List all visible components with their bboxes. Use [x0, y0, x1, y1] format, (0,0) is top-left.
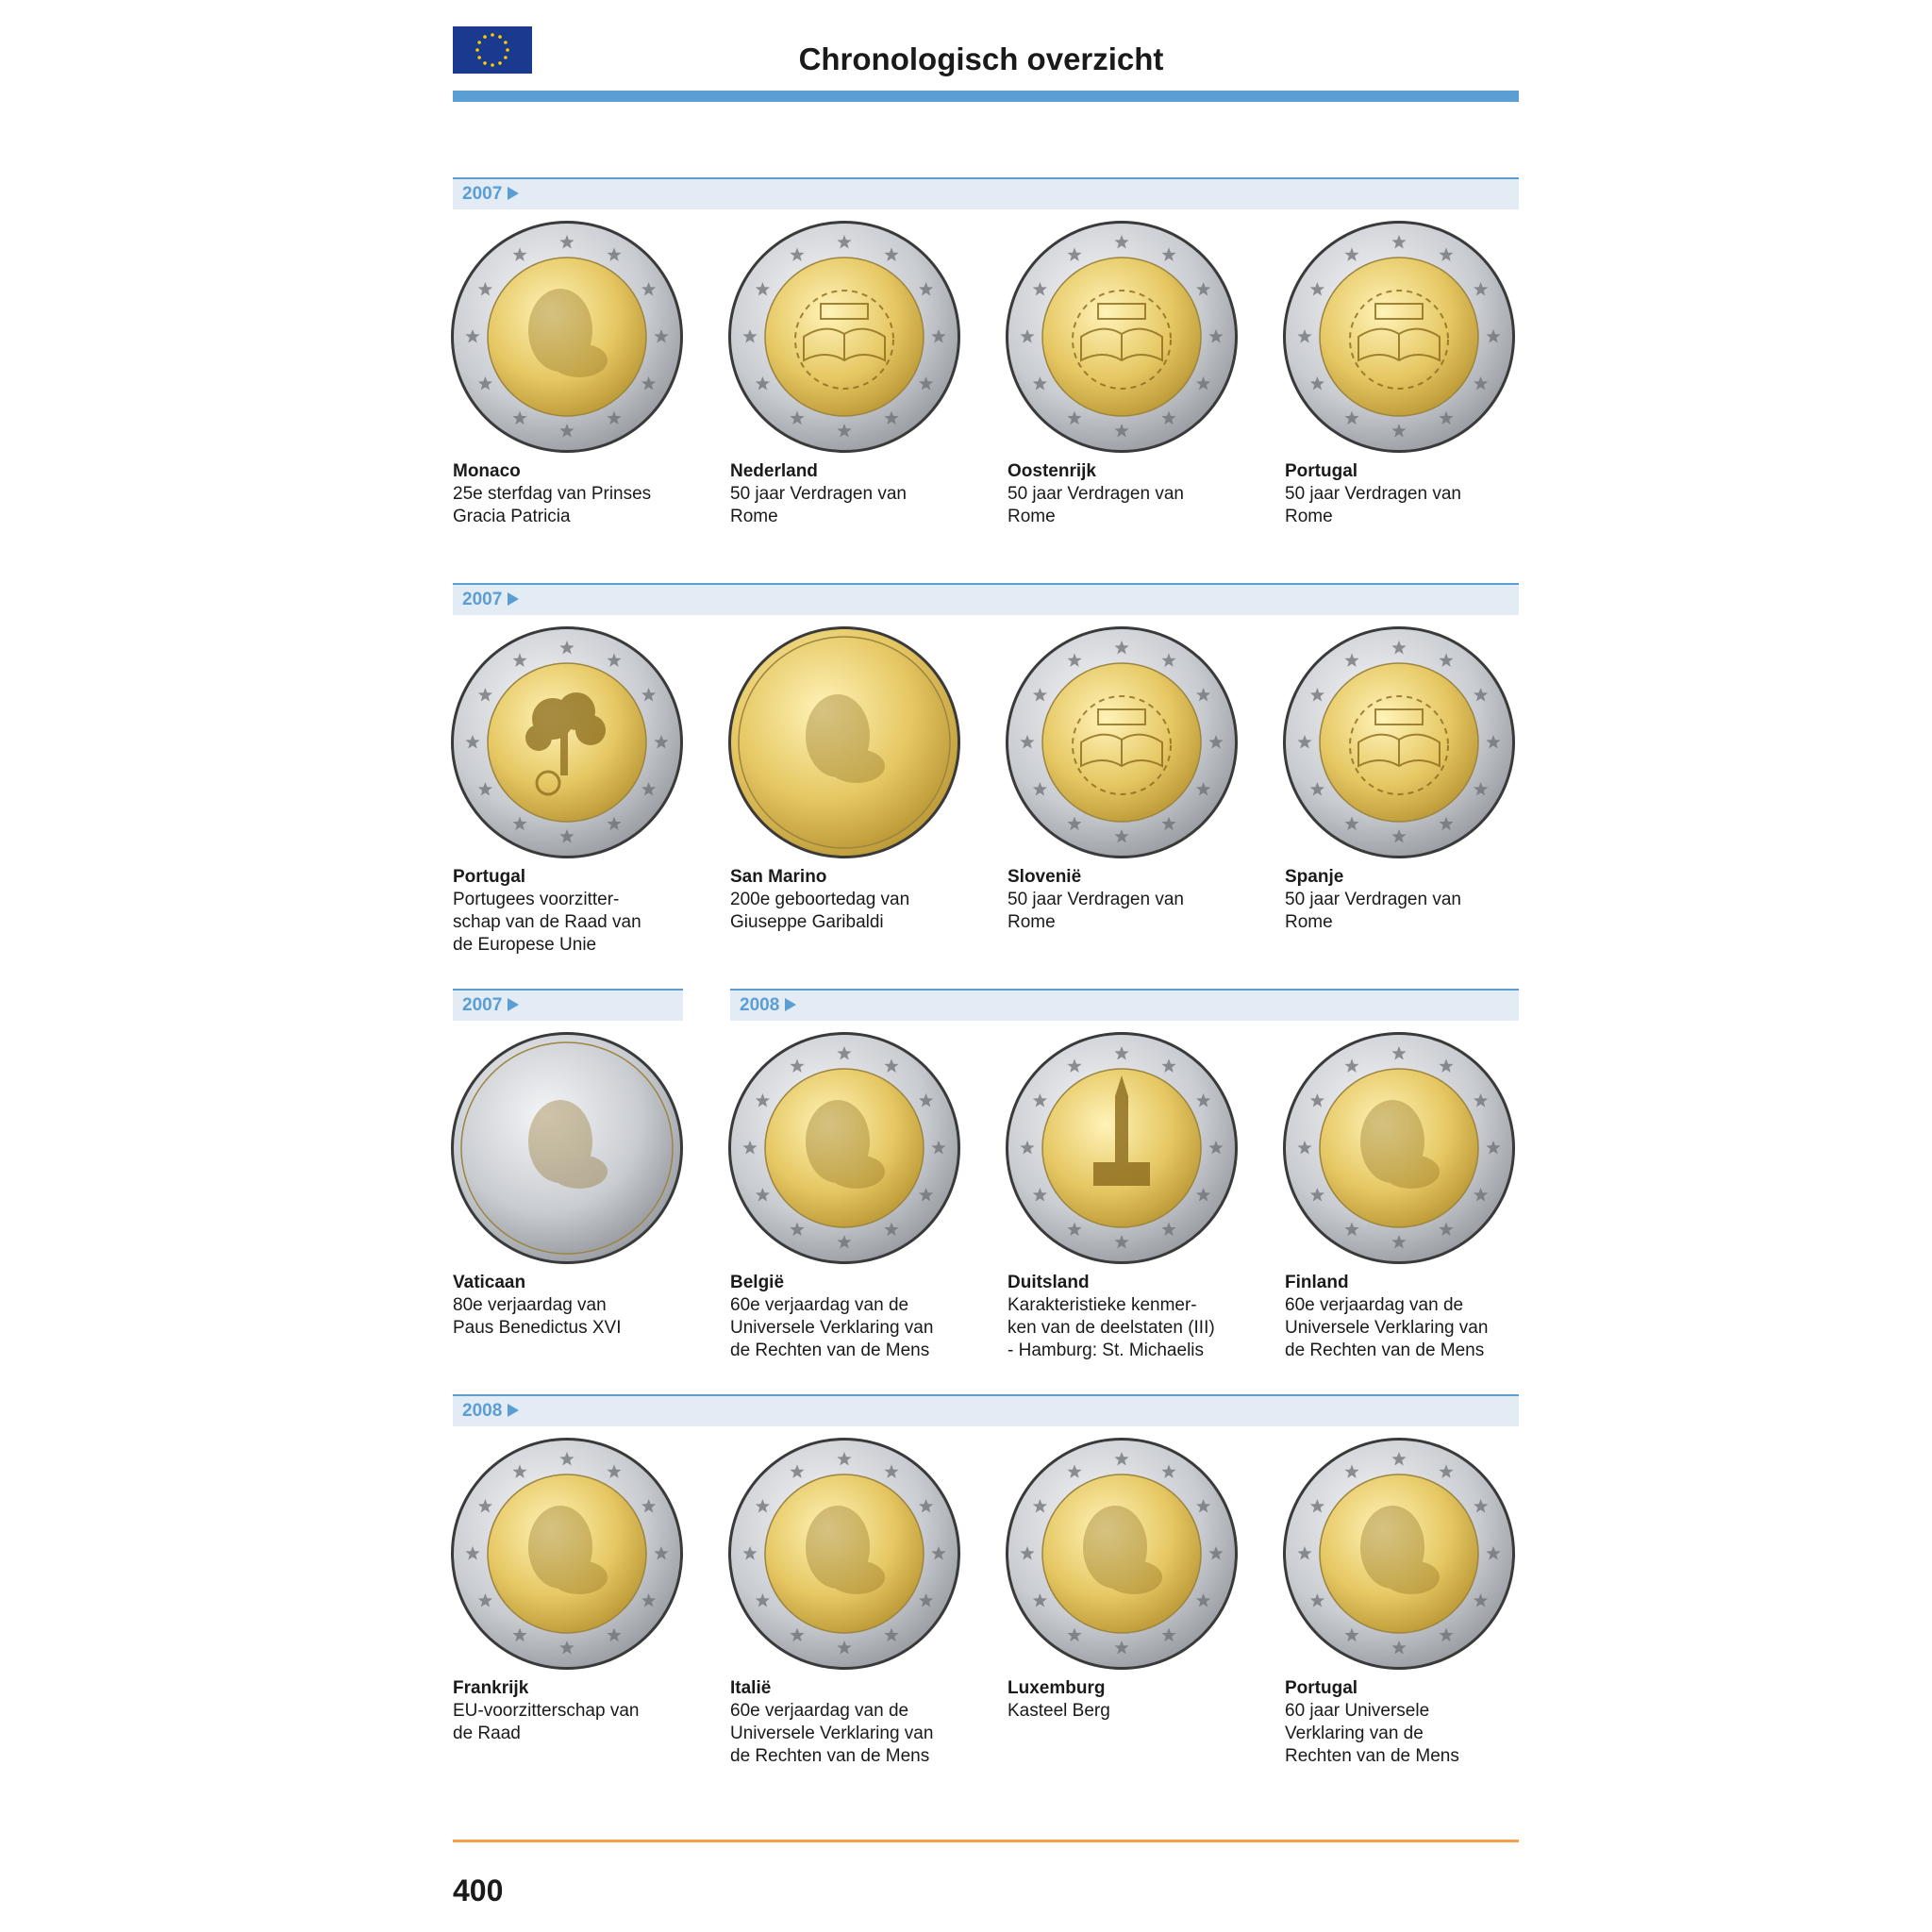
coin-caption [730, 1272, 966, 1362]
year-label: 2007 [462, 995, 519, 1016]
coin-country: Slovenië [1008, 867, 1082, 887]
coin-caption [453, 460, 689, 528]
coin-image [1004, 1436, 1240, 1672]
coin-image [449, 1436, 685, 1672]
coin-country: Frankrijk [453, 1678, 529, 1698]
coin-description: EU-voorzitterschap van de Raad [453, 1701, 640, 1743]
coin-country: Portugal [453, 867, 526, 887]
triangle-right-icon [508, 998, 519, 1011]
coin-description: 50 jaar Verdragen van Rome [730, 484, 907, 526]
coin-description: Portugees voorzitter- schap van de Raad van de Europese Unie [453, 890, 641, 955]
coin-description: 60e verjaardag van de Universele Verklaring van de Rechten van de Mens [730, 1295, 934, 1360]
coin-caption [730, 460, 966, 528]
coin-image [1281, 1436, 1517, 1672]
coin-image [1004, 625, 1240, 860]
coin-country: Spanje [1285, 867, 1344, 887]
coin-image [1281, 219, 1517, 455]
coin-caption [1008, 1272, 1243, 1362]
coin-image [1281, 625, 1517, 860]
coin-country: Oostenrijk [1008, 461, 1096, 481]
coin-image [449, 219, 685, 455]
year-section-bar [453, 583, 1519, 615]
coin-description: 25e sterfdag van Prinses Gracia Patricia [453, 484, 652, 526]
coin-country: San Marino [730, 867, 827, 887]
coin-description: 60e verjaardag van de Universele Verklaring van de Rechten van de Mens [730, 1701, 934, 1766]
coin-caption [453, 866, 689, 957]
coin-description: 200e geboortedag van Giuseppe Garibaldi [730, 890, 910, 932]
coin-image [1281, 1030, 1517, 1266]
coin-country: Portugal [1285, 461, 1358, 481]
coin-caption [1285, 1272, 1521, 1362]
page-number: 400 [453, 1874, 504, 1907]
footer-rule [453, 1840, 1519, 1842]
triangle-right-icon [785, 998, 796, 1011]
coin-caption [1285, 1677, 1521, 1768]
year-label: 2007 [462, 590, 519, 610]
coin-country: Nederland [730, 461, 818, 481]
coin-country: Monaco [453, 461, 521, 481]
coin-description: 50 jaar Verdragen van Rome [1285, 484, 1461, 526]
coin-caption [1285, 460, 1521, 528]
eu-flag-icon [453, 26, 532, 74]
coin-country: België [730, 1273, 785, 1292]
coin-image [449, 1030, 685, 1266]
coin-image [726, 1030, 962, 1266]
coin-country: Portugal [1285, 1678, 1358, 1698]
coin-description: 50 jaar Verdragen van Rome [1285, 890, 1461, 932]
page-title: Chronologisch overzicht [798, 42, 1164, 76]
coin-description: 60e verjaardag van de Universele Verklaring van de Rechten van de Mens [1285, 1295, 1489, 1360]
year-label: 2007 [462, 184, 519, 205]
year-section-bar [453, 989, 683, 1021]
year-section-bar [453, 1394, 1519, 1426]
coin-country: Vaticaan [453, 1273, 526, 1292]
coin-description: 50 jaar Verdragen van Rome [1008, 890, 1184, 932]
coin-description: 80e verjaardag van Paus Benedictus XVI [453, 1295, 622, 1338]
coin-caption [453, 1677, 689, 1745]
coin-description: Kasteel Berg [1008, 1701, 1110, 1721]
coin-caption [1008, 1677, 1243, 1723]
coin-country: Finland [1285, 1273, 1349, 1292]
triangle-right-icon [508, 1404, 519, 1417]
coin-description: 60 jaar Universele Verklaring van de Rechten van de Mens [1285, 1701, 1459, 1766]
coin-caption [1285, 866, 1521, 934]
year-label: 2008 [740, 995, 796, 1016]
coin-description: 50 jaar Verdragen van Rome [1008, 484, 1184, 526]
triangle-right-icon [508, 187, 519, 200]
triangle-right-icon [508, 592, 519, 606]
coin-image [1004, 219, 1240, 455]
coin-caption [730, 1677, 966, 1768]
year-section-bar [453, 177, 1519, 209]
title-rule [453, 91, 1519, 102]
coin-caption [1008, 866, 1243, 934]
coin-image [726, 625, 962, 860]
coin-image [726, 1436, 962, 1672]
year-label: 2008 [462, 1401, 519, 1422]
coin-caption [730, 866, 966, 934]
coin-image [1004, 1030, 1240, 1266]
coin-caption [1008, 460, 1243, 528]
coin-image [449, 625, 685, 860]
coin-description: Karakteristieke kenmer- ken van de deelstaten (III) - Hamburg: St. Michaelis [1008, 1295, 1215, 1360]
coin-country: Duitsland [1008, 1273, 1090, 1292]
coin-country: Luxemburg [1008, 1678, 1106, 1698]
coin-image [726, 219, 962, 455]
coin-country: Italië [730, 1678, 772, 1698]
coin-caption [453, 1272, 689, 1340]
year-section-bar [730, 989, 1519, 1021]
